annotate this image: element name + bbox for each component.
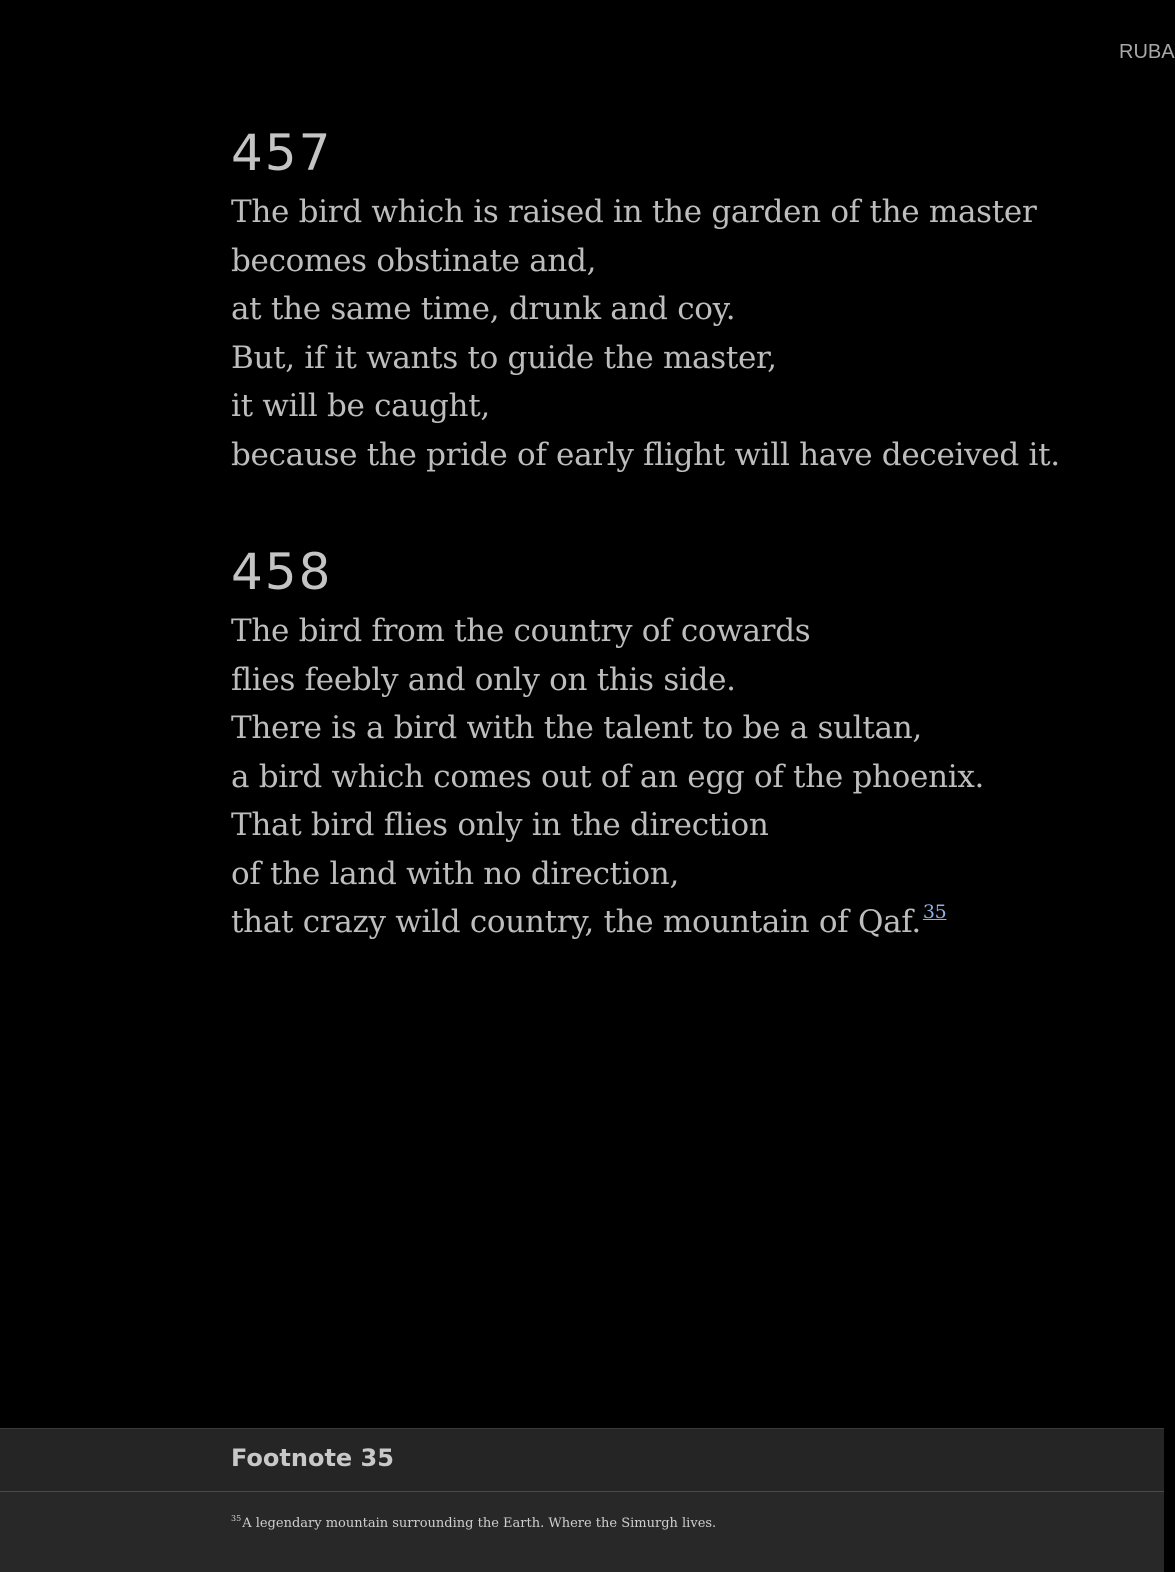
poem-line-with-footnote xyxy=(231,898,1161,947)
poem-line: of the land with no direction, xyxy=(231,855,680,892)
footnote-content: A legendary mountain surrounding the Earth. Where the Simurgh lives. xyxy=(242,1516,717,1531)
poem-line: it will be caught, xyxy=(231,388,490,424)
poem-line: becomes obstinate and, xyxy=(231,242,597,279)
footnote-panel-header xyxy=(0,1428,1164,1491)
poem-line-text: that crazy wild country, the mountain of Qaf. xyxy=(231,904,921,940)
footnote-title: Footnote 35 xyxy=(231,1444,394,1472)
poem-line: That bird flies only in the direction xyxy=(231,807,769,843)
poem-line: a bird which comes out of an egg of the phoenix. xyxy=(231,758,985,795)
poem-line: But, if it wants to guide the master, xyxy=(231,339,777,376)
poem-line: There is a bird with the talent to be a sultan, xyxy=(231,710,922,746)
poem-line: because the pride of early flight will have deceived it. xyxy=(231,436,1060,473)
poem-458 xyxy=(231,537,1161,947)
footnote-link-35[interactable]: 35 xyxy=(922,901,947,923)
footnote-text xyxy=(231,1516,716,1531)
footnote-panel-body xyxy=(0,1492,1164,1572)
poem-line: The bird which is raised in the garden of the master xyxy=(231,194,1037,230)
poem-line: The bird from the country of cowards xyxy=(231,613,811,649)
poem-line: at the same time, drunk and coy. xyxy=(231,291,736,327)
poem-line: flies feebly and only on this side. xyxy=(231,661,736,698)
reading-content xyxy=(231,118,1161,1005)
running-header-title: RUBA xyxy=(1119,41,1175,63)
poem-number: 458 xyxy=(231,543,333,601)
poem-457 xyxy=(231,118,1161,479)
footnote-marker: 35 xyxy=(231,1514,242,1523)
poem-number: 457 xyxy=(231,124,333,182)
